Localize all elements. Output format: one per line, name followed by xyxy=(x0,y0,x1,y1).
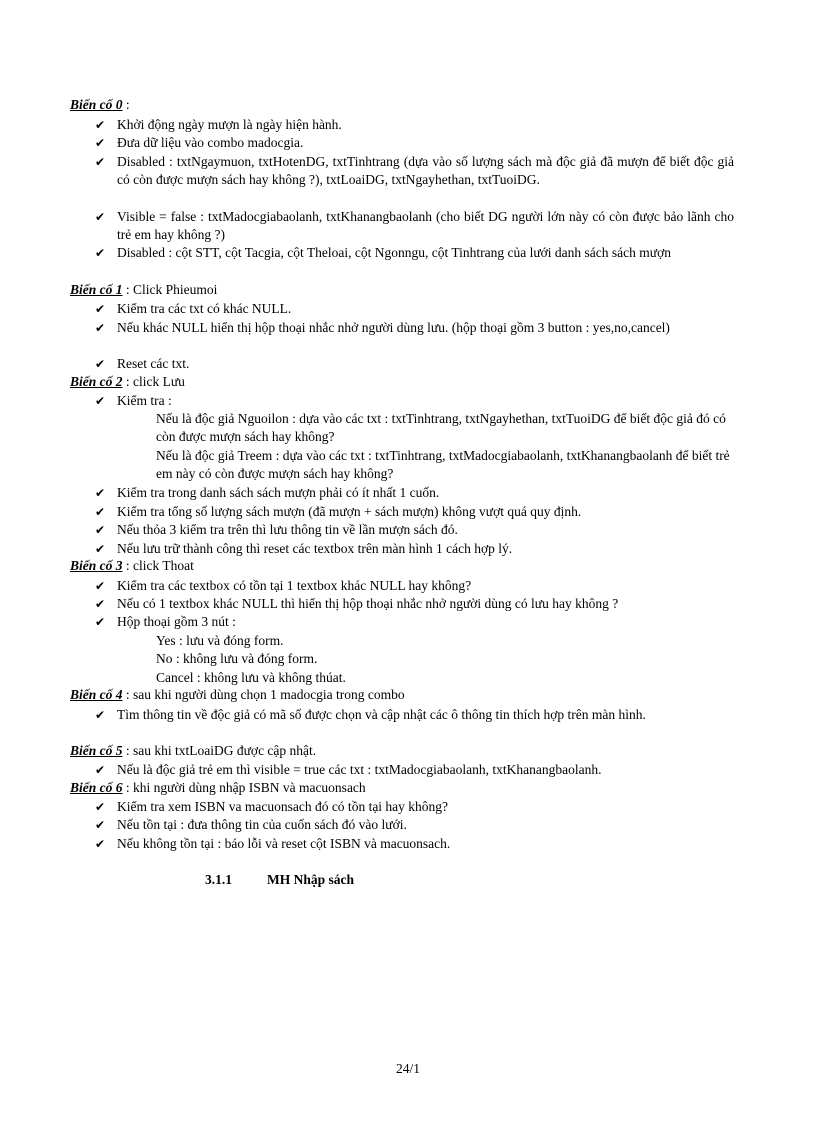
list-item: ✔ Kiểm tra các txt có khác NULL. xyxy=(117,300,734,318)
event-1-heading: Biến cố 1 : Click Phieumoi xyxy=(70,282,218,297)
event-5-heading: Biến cố 5 : sau khi txtLoaiDG được cập nhật. xyxy=(70,743,317,758)
list-item: ✔ Nếu có 1 textbox khác NULL thì hiển thị hộp thoại nhắc nhở người dùng có lưu hay không ? xyxy=(117,595,734,613)
list-item: ✔ Nếu là độc giả trẻ em thì visible = true các txt : txtMadocgiabaolanh, txtKhanangbaolanh. xyxy=(117,761,734,779)
list-item: ✔ Disabled : cột STT, cột Tacgia, cột Theloai, cột Ngonngu, cột Tinhtrang của lưới danh sách sách mượn xyxy=(117,244,734,262)
event-6-heading: Biến cố 6 : khi người dùng nhập ISBN và macuonsach xyxy=(70,780,366,795)
list-item: ✔ Nếu khác NULL hiển thị hộp thoại nhắc nhở người dùng lưu. (hộp thoại gồm 3 button : yes,no,cancel) xyxy=(117,319,734,337)
list-item: ✔ Hộp thoại gồm 3 nút : xyxy=(117,613,734,631)
sub-item: Nếu là độc giả Treem : dựa vào các txt : txtTinhtrang, txtMadocgiabaolanh, txtKhanangbaolanh để biết trẻ em này có còn được mượn sách hay không? xyxy=(156,448,730,481)
list-item: ✔ Kiểm tra : xyxy=(117,392,734,410)
list-item: ✔ Nếu lưu trữ thành công thì reset các textbox trên màn hình 1 cách hợp lý. xyxy=(117,540,734,558)
list-item: ✔ Reset các txt. xyxy=(117,355,734,373)
list-item: ✔ Visible = false : txtMadocgiabaolanh, txtKhanangbaolanh (cho biết DG người lớn này có còn được bảo lãnh cho trẻ em hay không ?) xyxy=(117,208,734,244)
list-item: ✔ Nếu thỏa 3 kiểm tra trên thì lưu thông tin về lần mượn sách đó. xyxy=(117,521,734,539)
list-item: ✔ Nếu không tồn tại : báo lỗi và reset cột ISBN và macuonsach. xyxy=(117,835,734,853)
event-4-heading: Biến cố 4 : sau khi người dùng chọn 1 madocgia trong combo xyxy=(70,687,405,702)
sub-item: Nếu là độc giả Nguoilon : dựa vào các txt : txtTinhtrang, txtNgayhethan, txtTuoiDG để biết độc giả đó có còn được mượn sách hay không? xyxy=(156,411,726,444)
list-item: ✔ Đưa dữ liệu vào combo madocgia. xyxy=(117,134,734,152)
event-3-heading: Biến cố 3 : click Thoat xyxy=(70,558,194,573)
list-item: ✔ Kiểm tra xem ISBN va macuonsach đó có tồn tại hay không? xyxy=(117,798,734,816)
list-item: ✔ Tìm thông tin về độc giả có mã số được chọn và cập nhật các ô thông tin thích hợp trên màn hình. xyxy=(117,706,734,724)
list-item: ✔ Nếu tồn tại : đưa thông tin của cuốn sách đó vào lưới. xyxy=(117,816,734,834)
event-2-heading: Biến cố 2 : click Lưu xyxy=(70,374,185,389)
list-item: ✔ Kiểm tra tổng số lượng sách mượn (đã mượn + sách mượn) không vượt quá quy định. xyxy=(117,503,734,521)
sub-item: No : không lưu và đóng form. xyxy=(156,651,318,666)
event-0-heading: Biến cố 0 : xyxy=(70,97,130,112)
page-number: 24/1 xyxy=(395,1061,420,1076)
list-item: ✔ Disabled : txtNgaymuon, txtHotenDG, txtTinhtrang (dựa vào số lượng sách mà độc giả đã mượn để biết độc giả có còn được mượn sách hay không ?), txtLoaiDG, txtNgayhethan, txtTuoiDG. xyxy=(117,153,734,189)
list-item: ✔ Kiểm tra các textbox có tồn tại 1 textbox khác NULL hay không? xyxy=(117,577,734,595)
section-heading: 3.1.1 MH Nhập sách xyxy=(205,872,355,887)
sub-item: Cancel : không lưu và không thúat. xyxy=(156,670,346,685)
list-item: ✔ Khởi động ngày mượn là ngày hiện hành. xyxy=(117,116,734,134)
list-item: ✔ Kiểm tra trong danh sách sách mượn phải có ít nhất 1 cuốn. xyxy=(117,484,734,502)
sub-item: Yes : lưu và đóng form. xyxy=(156,633,284,648)
